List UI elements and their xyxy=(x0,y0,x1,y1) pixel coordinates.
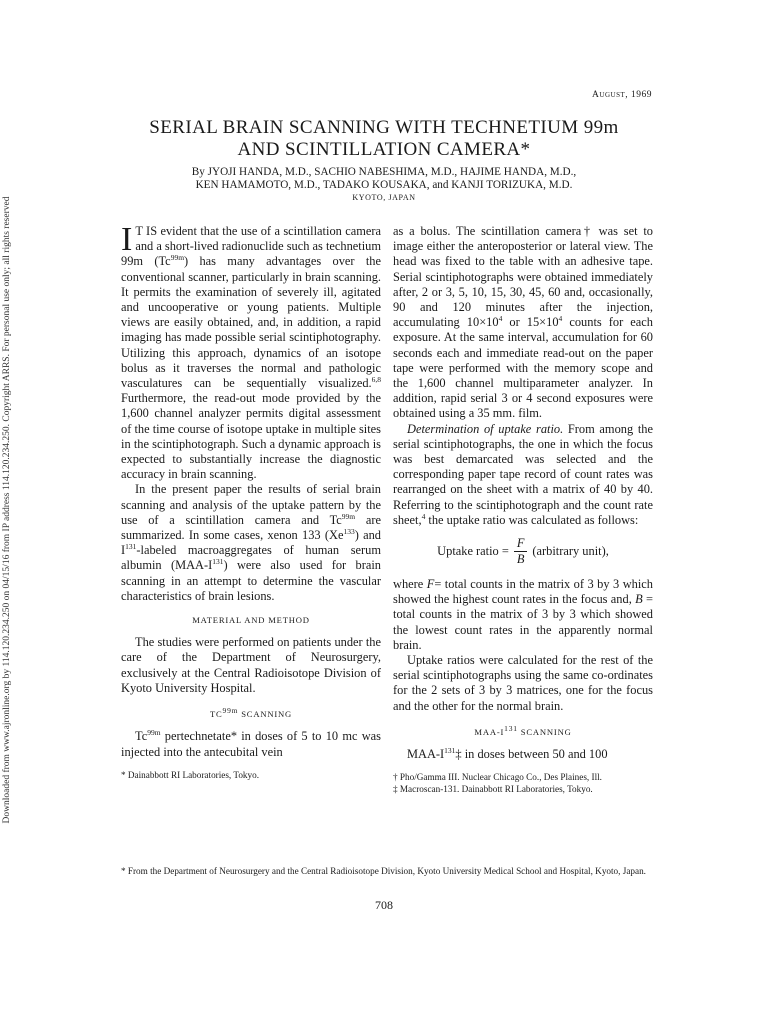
intro-paragraph: I T IS evident that the use of a scintillation camera and a short-lived radionuclide such as technetium 99m $(Tc^{99m})$ has many advantages over the conventional scanner, particularly in brain scanning. It permits the examination of severely ill, agitated and uncooperative or young patients. Multiple views are easily obtained, and, in addition, a rapid imaging has made possible serial scintiphotography. Utilizing this approach, dynamics of an isotope bolus as it traverses the normal and pathologic vasculatures can be sequentially visualized.$^{6,8}$ Furthermore, the read-out mode provided by the 1,600 channel analyzer permits digital assessment of the time course of isotope uptake in multiple sites in the scintiphotograph. Such a dynamic approach is expected to substantially increase the diagnostic accuracy in brain scanning. xyxy=(121,221,381,482)
page-number: 708 xyxy=(375,898,393,912)
uptake-ratio-paragraph: Determination of uptake ratio. From among the serial scintiphotographs, the one in which the focus was best demarcated was selected and the corresponding paper tape record of count rates was rearranged on the sheet with a matrix of 40 by 40. Referring to the scintiphotograph and the count rate sheet,$^4$ the uptake ratio was calculated as follows: xyxy=(393,421,653,527)
formula-numerator: F xyxy=(514,536,528,552)
subsection-heading-tc-scanning: $TC^{99m}$ SCANNING xyxy=(209,706,293,720)
formula-fraction xyxy=(514,536,528,567)
author-location: KYOTO, JAPAN xyxy=(352,193,416,202)
left-column xyxy=(121,221,381,781)
footnote-macroscan: ‡ Macroscan-131. Dainabbott RI Laboratories, Tokyo. xyxy=(393,783,593,794)
formula-label: Uptake ratio = xyxy=(437,543,509,558)
right-footnotes xyxy=(393,772,653,795)
bolus-paragraph: as a bolus. The scintillation camera† was set to image either the anteroposterior or lateral view. The head was fixed to the table with an adhesive tape. Serial scintiphotographs were obtained immediately after, 2 or 3, 5, 10, 15, 30, 45, 60 and, occasionally, 90 and 120 minutes after the injection, accumulating $10\times 10^4$ or $15\times 10^4$ counts for each exposure. At the same interval, accumulation for 60 seconds each and immediate read-out on the paper tape were performed with the memory scope and the 1,600 channel multiparameter analyzer. In addition, rapid serial 3 or 4 second exposures were obtained using a 35 mm. film. xyxy=(393,224,653,421)
footnote-dainabbott: * Dainabbott RI Laboratories, Tokyo. xyxy=(121,769,259,780)
drop-cap: I xyxy=(121,221,133,258)
authors-line-2: KEN HAMAMOTO, M.D., TADAKO KOUSAKA, and KANJI TORIZUKA, M.D. xyxy=(195,179,573,191)
footnote-pho-gamma: † Pho/Gamma III. Nuclear Chicago Co., Des Plaines, Ill. xyxy=(393,772,602,783)
title-line-2: AND SCINTILLATION CAMERA* xyxy=(237,139,531,160)
article-title xyxy=(100,117,668,161)
authors-line-1: By JYOJI HANDA, M.D., SACHIO NABESHIMA, M.D., HAJIME HANDA, M.D., xyxy=(191,166,577,178)
uptake-ratio-formula xyxy=(393,536,653,567)
uptake-ratio-heading: Determination of uptake ratio. xyxy=(407,421,564,436)
right-column xyxy=(393,224,653,795)
author-list xyxy=(100,166,668,192)
section-heading-material: MATERIAL AND METHOD xyxy=(192,615,310,626)
material-paragraph: The studies were performed on patients under the care of the Department of Neurosurgery, exclusively at the Central Radioisotope Division of Kyoto University Hospital. xyxy=(121,635,381,695)
affiliation-footnote: * From the Department of Neurosurgery and the Central Radioisotope Division, Kyoto University Medical School and Hospital, Kyoto, Japan. xyxy=(121,866,646,876)
formula-unit: (arbitrary unit), xyxy=(532,543,609,558)
subsection-heading-maa-scanning: MAA-$I^{131}$ SCANNING xyxy=(474,724,572,737)
uptake-calc-paragraph: Uptake ratios were calculated for the rest of the serial scintiphotographs using the same co-ordinates for the 2 sets of 3 by 3 matrices, one for the focus and the other for the normal brain. xyxy=(393,653,653,713)
definitions-paragraph: where F= total counts in the matrix of 3 by 3 which showed the highest count rates in the focus and, B = total counts in the matrix of 3 by 3 which showed the lowest count rates in the apparently normal brain. xyxy=(393,577,654,652)
tc-scanning-paragraph: $Tc^{99m}$ pertechnetate* in doses of 5 to 10 mc was injected into the antecubital vein xyxy=(121,728,381,759)
download-watermark xyxy=(0,130,14,890)
left-footnote xyxy=(121,770,381,782)
download-watermark-text: Downloaded from www.ajronline.org by 114.120.234.250 on 04/15/16 from IP address 114.120.234.250. Copyright ARRS. For personal use only; all rights reserved xyxy=(2,196,12,824)
present-paper-paragraph: In the present paper the results of serial brain scanning and analysis of the uptake pattern by the use of a scintillation camera and $Tc^{99m}$ are summarized. In some cases, xenon 133 (Xe$^{133}$) and $I^{131}$-labeled macroaggregates of human serum albumin $(MAA-I^{131})$ were also used for brain scanning in an attempt to determine the vascular characteristics of brain lesions. xyxy=(121,482,381,603)
running-head-date: August, 1969 xyxy=(592,90,652,100)
title-line-1: SERIAL BRAIN SCANNING WITH TECHNETIUM 99m xyxy=(149,117,619,138)
formula-denominator: B xyxy=(516,552,525,567)
maa-scanning-paragraph: MAA-$I^{131}\ddagger$ in doses between 50 and 100 xyxy=(407,745,608,762)
